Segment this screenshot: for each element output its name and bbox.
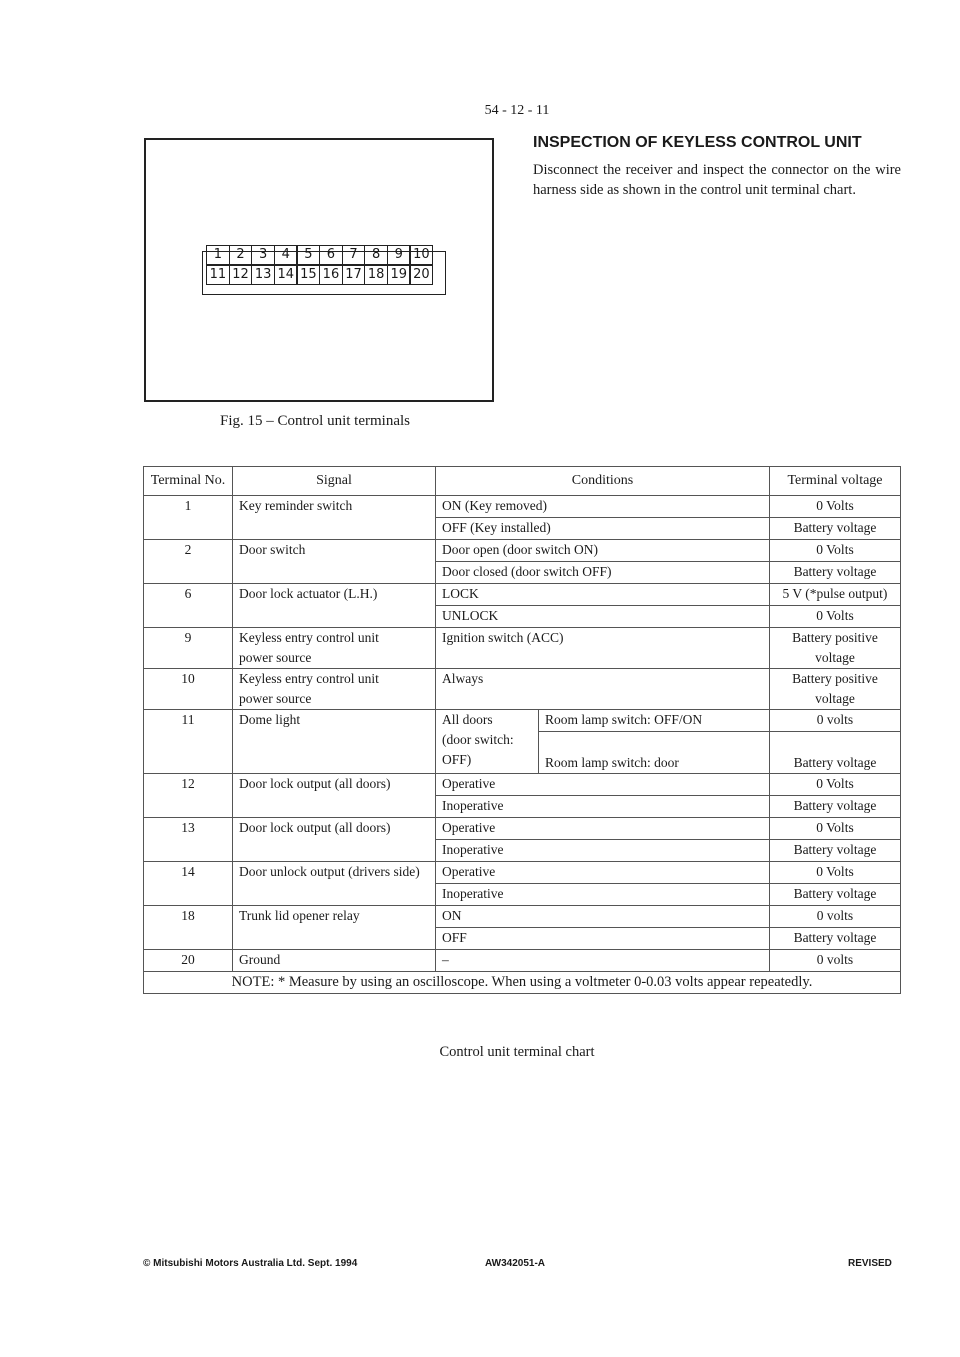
condition: Room lamp switch: door xyxy=(539,732,770,774)
terminal-voltage: 0 Volts xyxy=(770,774,901,796)
condition: OFF xyxy=(436,928,770,950)
table-row xyxy=(144,906,901,928)
footer-doc-code: AW342051-A xyxy=(485,1258,546,1269)
voltage-line: Battery positive xyxy=(792,630,878,645)
signal-line: Keyless entry control unit xyxy=(239,630,379,645)
voltage-line: Battery positive xyxy=(792,671,878,686)
connector-pin: 14 xyxy=(274,265,298,285)
voltage-line: voltage xyxy=(815,650,855,665)
table-row xyxy=(144,818,901,840)
terminal-number: 6 xyxy=(144,584,233,628)
signal-name xyxy=(233,669,436,710)
header-signal: Signal xyxy=(233,467,436,496)
footer-status: REVISED xyxy=(848,1258,892,1269)
condition: – xyxy=(436,950,770,972)
terminal-number: 20 xyxy=(144,950,233,972)
condition: ON (Key removed) xyxy=(436,496,770,518)
terminal-number: 13 xyxy=(144,818,233,862)
terminal-voltage: Battery voltage xyxy=(770,562,901,584)
terminal-voltage: 0 Volts xyxy=(770,606,901,628)
intro-paragraph: Disconnect the receiver and inspect the connector on the wire harness side as shown in the control unit terminal chart. xyxy=(533,162,901,198)
terminal-voltage: Battery voltage xyxy=(770,928,901,950)
header-terminal-no: Terminal No. xyxy=(144,467,233,496)
table-row xyxy=(144,862,901,884)
connector-pin: 19 xyxy=(387,265,411,285)
signal-name: Door unlock output (drivers side) xyxy=(233,862,436,906)
terminal-voltage: Battery voltage xyxy=(770,840,901,862)
terminal-voltage: 0 volts xyxy=(770,906,901,928)
table-row xyxy=(144,950,901,972)
table-row xyxy=(144,710,901,732)
signal-name: Door lock actuator (L.H.) xyxy=(233,584,436,628)
terminal-voltage: 0 Volts xyxy=(770,862,901,884)
note-row xyxy=(144,972,901,994)
terminal-number: 11 xyxy=(144,710,233,774)
condition: Inoperative xyxy=(436,840,770,862)
condition: Door open (door switch ON) xyxy=(436,540,770,562)
connector-pin: 1 xyxy=(206,245,230,265)
connector-pin: 4 xyxy=(274,245,298,265)
connector-pin: 6 xyxy=(319,245,343,265)
connector-pin: 8 xyxy=(364,245,388,265)
condition: Always xyxy=(436,669,770,710)
figure-caption: Fig. 15 – Control unit terminals xyxy=(220,413,410,429)
connector-pin: 5 xyxy=(296,245,320,265)
connector-pin: 15 xyxy=(296,265,320,285)
condition: Door closed (door switch OFF) xyxy=(436,562,770,584)
condition: ON xyxy=(436,906,770,928)
section-title: INSPECTION OF KEYLESS CONTROL UNIT xyxy=(533,134,862,151)
terminal-number: 12 xyxy=(144,774,233,818)
signal-name: Ground xyxy=(233,950,436,972)
condition-line: OFF) xyxy=(442,752,472,767)
connector-pin: 11 xyxy=(206,265,230,285)
terminal-voltage: Battery voltage xyxy=(770,732,901,774)
signal-name: Dome light xyxy=(233,710,436,774)
voltage-line: voltage xyxy=(815,691,855,706)
condition: Room lamp switch: OFF/ON xyxy=(539,710,770,732)
terminal-voltage xyxy=(770,628,901,669)
signal-line: power source xyxy=(239,691,312,706)
terminal-voltage xyxy=(770,669,901,710)
connector-pin: 18 xyxy=(364,265,388,285)
condition: LOCK xyxy=(436,584,770,606)
connector-pin: 7 xyxy=(342,245,366,265)
condition: Inoperative xyxy=(436,796,770,818)
header-conditions: Conditions xyxy=(436,467,770,496)
terminal-voltage: 0 volts xyxy=(770,950,901,972)
terminal-voltage: 0 Volts xyxy=(770,818,901,840)
signal-name: Key reminder switch xyxy=(233,496,436,540)
connector-row-bottom xyxy=(206,265,432,285)
condition: OFF (Key installed) xyxy=(436,518,770,540)
table-header-row xyxy=(144,467,901,496)
terminal-number: 1 xyxy=(144,496,233,540)
connector-pin: 20 xyxy=(409,265,433,285)
connector-pin: 16 xyxy=(319,265,343,285)
page-number: 54 - 12 - 11 xyxy=(484,103,550,118)
table-row xyxy=(144,540,901,562)
table-row xyxy=(144,628,901,669)
terminal-number: 14 xyxy=(144,862,233,906)
signal-name: Door lock output (all doors) xyxy=(233,818,436,862)
terminal-number: 2 xyxy=(144,540,233,584)
table-row xyxy=(144,584,901,606)
connector-pin: 9 xyxy=(387,245,411,265)
signal-name: Trunk lid opener relay xyxy=(233,906,436,950)
terminal-voltage: 0 volts xyxy=(770,710,901,732)
table-caption: Control unit terminal chart xyxy=(439,1044,595,1060)
terminal-chart-table xyxy=(143,466,901,994)
terminal-voltage: 5 V (*pulse output) xyxy=(770,584,901,606)
connector-pin: 3 xyxy=(251,245,275,265)
connector-diagram xyxy=(202,245,448,295)
condition: Operative xyxy=(436,774,770,796)
connector-pin: 12 xyxy=(229,265,253,285)
signal-line: power source xyxy=(239,650,312,665)
terminal-number: 18 xyxy=(144,906,233,950)
terminal-voltage: 0 Volts xyxy=(770,540,901,562)
condition: Ignition switch (ACC) xyxy=(436,628,770,669)
condition-line: All doors xyxy=(442,712,493,727)
terminal-voltage: 0 Volts xyxy=(770,496,901,518)
terminal-voltage: Battery voltage xyxy=(770,518,901,540)
table-row xyxy=(144,496,901,518)
table-note: NOTE: * Measure by using an oscilloscope. When using a voltmeter 0-0.03 volts appear repeatedly. xyxy=(144,972,901,994)
connector-pin: 17 xyxy=(342,265,366,285)
condition: Operative xyxy=(436,818,770,840)
signal-name: Door lock output (all doors) xyxy=(233,774,436,818)
connector-pin: 13 xyxy=(251,265,275,285)
terminal-number: 10 xyxy=(144,669,233,710)
connector-pin: 2 xyxy=(229,245,253,265)
connector-pin: 10 xyxy=(409,245,433,265)
condition xyxy=(436,710,539,774)
table-row xyxy=(144,669,901,710)
condition-line: (door switch: xyxy=(442,732,514,747)
table-row xyxy=(144,774,901,796)
signal-name: Door switch xyxy=(233,540,436,584)
connector-row-top xyxy=(206,245,432,265)
terminal-voltage: Battery voltage xyxy=(770,796,901,818)
figure-frame xyxy=(144,138,494,402)
condition: Inoperative xyxy=(436,884,770,906)
footer-copyright: © Mitsubishi Motors Australia Ltd. Sept. 1994 xyxy=(143,1258,358,1269)
condition: UNLOCK xyxy=(436,606,770,628)
terminal-voltage: Battery voltage xyxy=(770,884,901,906)
signal-line: Keyless entry control unit xyxy=(239,671,379,686)
condition: Operative xyxy=(436,862,770,884)
signal-name xyxy=(233,628,436,669)
terminal-number: 9 xyxy=(144,628,233,669)
header-terminal-voltage: Terminal voltage xyxy=(770,467,901,496)
